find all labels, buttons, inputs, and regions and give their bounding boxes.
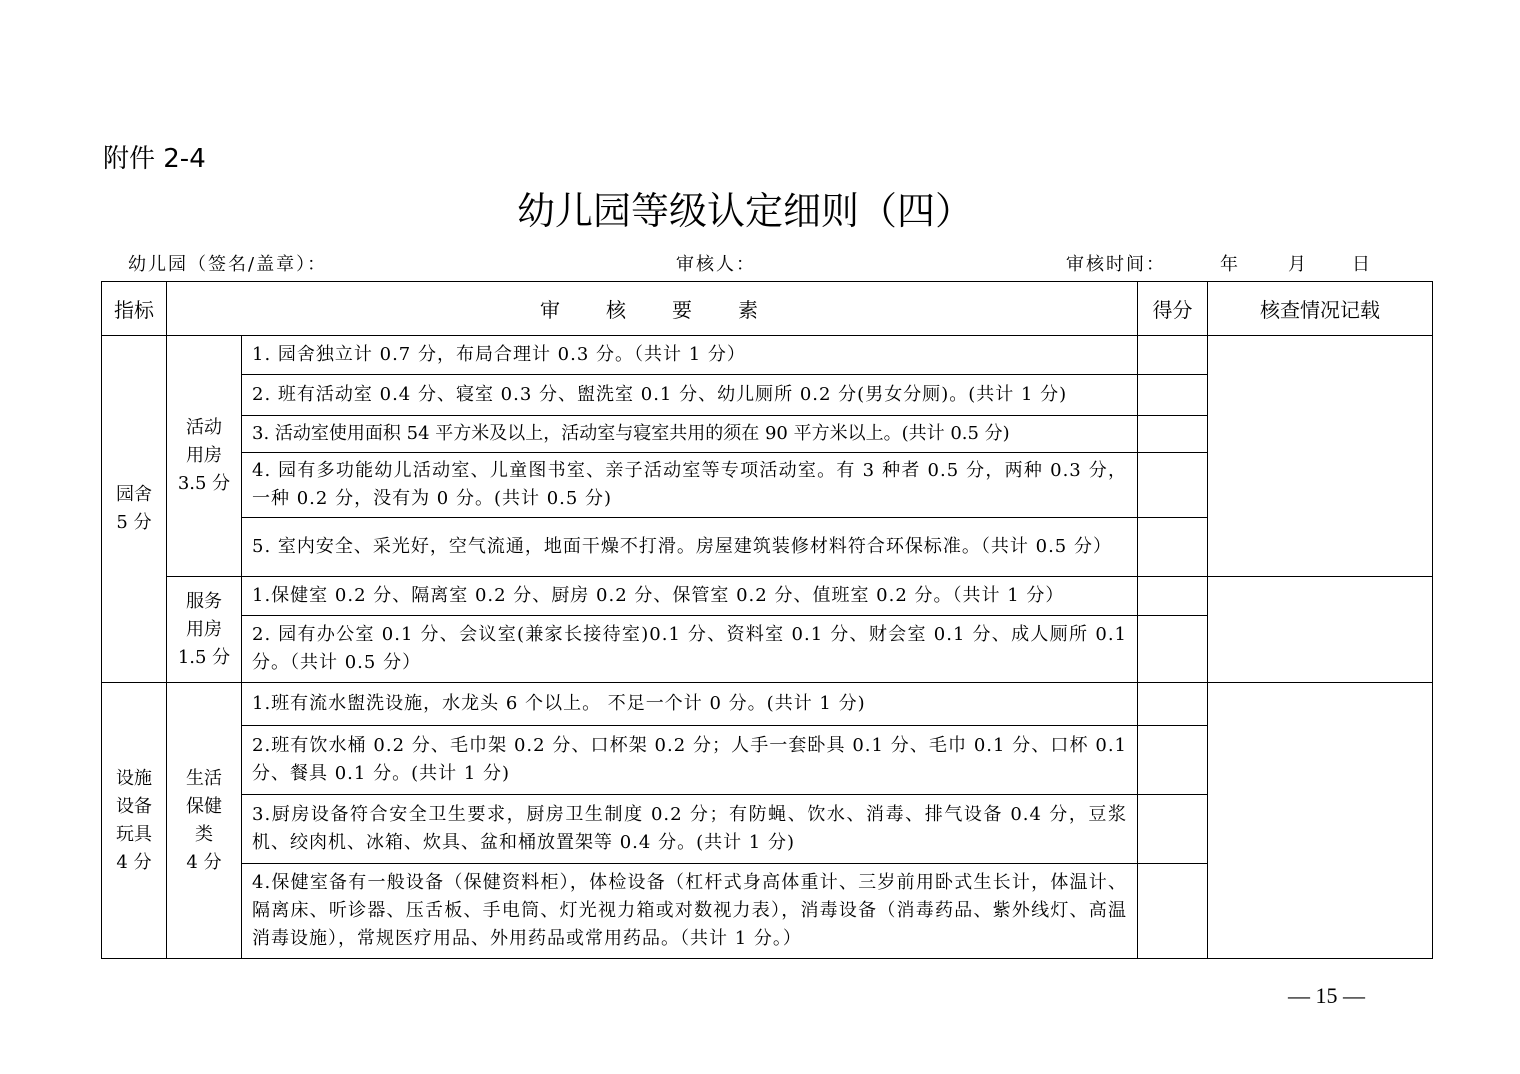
sub-indicator-label: 用房	[186, 445, 222, 466]
kindergarten-signature-label: 幼儿园（签名/盖章）：	[128, 254, 328, 275]
sub-indicator-health-care	[167, 683, 242, 959]
year-label: 年	[1220, 254, 1240, 275]
score-cell[interactable]	[1138, 795, 1208, 864]
criterion-item: 2. 园有办公室 0.1 分、会议室(兼家长接待室)0.1 分、资料室 0.1 分、财会室 0.1 分、成人厕所 0.1 分。（共计 0.5 分）	[242, 616, 1138, 683]
indicator-facilities	[102, 683, 167, 959]
criterion-item: 4. 园有多功能幼儿活动室、儿童图书室、亲子活动室等专项活动室。有 3 种者 0.5 分，两种 0.3 分，一种 0.2 分，没有为 0 分。(共计 0.5 分)	[242, 453, 1138, 518]
attachment-label: 附件 2-4	[103, 144, 206, 174]
indicator-label: 园舍	[116, 484, 152, 505]
indicator-label: 设施	[116, 767, 152, 789]
sub-indicator-label: 服务	[186, 590, 222, 612]
score-cell[interactable]	[1138, 864, 1208, 959]
indicator-points: 4 分	[116, 851, 152, 873]
score-cell[interactable]	[1138, 375, 1208, 416]
indicator-campus	[102, 336, 167, 683]
document-title: 幼儿园等级认定细则（四）	[516, 189, 973, 233]
table-row	[102, 683, 1433, 726]
sub-indicator-label: 类	[195, 823, 213, 845]
criterion-item: 2. 班有活动室 0.4 分、寝室 0.3 分、盥洗室 0.1 分、幼儿厕所 0.2 分(男女分厕)。(共计 1 分)	[242, 375, 1138, 416]
month-label: 月	[1288, 254, 1308, 275]
score-cell[interactable]	[1138, 616, 1208, 683]
table-row	[102, 577, 1433, 616]
sub-indicator-points: 4 分	[186, 851, 222, 873]
criterion-item: 1. 园舍独立计 0.7 分，布局合理计 0.3 分。（共计 1 分）	[242, 336, 1138, 375]
score-cell[interactable]	[1138, 416, 1208, 453]
score-cell[interactable]	[1138, 683, 1208, 726]
indicator-label: 玩具	[116, 823, 152, 845]
criterion-item: 3. 活动室使用面积 54 平方米及以上，活动室与寝室共用的须在 90 平方米以上。(共计 0.5 分)	[242, 416, 1138, 453]
criterion-item: 1.保健室 0.2 分、隔离室 0.2 分、厨房 0.2 分、保管室 0.2 分、值班室 0.2 分。（共计 1 分）	[242, 577, 1138, 616]
criterion-item: 3.厨房设备符合安全卫生要求，厨房卫生制度 0.2 分；有防蝇、饮水、消毒、排气设备 0.4 分，豆浆机、绞肉机、冰箱、炊具、盆和桶放置架等 0.4 分。(共计 1 分)	[242, 795, 1138, 864]
header-indicator: 指标	[102, 282, 167, 336]
sub-indicator-label: 生活	[186, 767, 222, 789]
score-cell[interactable]	[1138, 453, 1208, 518]
indicator-label: 设备	[116, 795, 152, 817]
header-record: 核查情况记载	[1208, 282, 1433, 336]
record-cell[interactable]	[1208, 577, 1433, 683]
score-cell[interactable]	[1138, 577, 1208, 616]
sub-indicator-service-rooms	[167, 577, 242, 683]
header-score: 得分	[1138, 282, 1208, 336]
sub-indicator-label: 活动	[186, 417, 222, 438]
table-row	[102, 336, 1433, 375]
record-cell[interactable]	[1208, 336, 1433, 577]
sub-indicator-activity-rooms	[167, 336, 242, 577]
criterion-item: 4.保健室备有一般设备（保健资料柜），体检设备（杠杆式身高体重计、三岁前用卧式生长计，体温计、隔离床、听诊器、压舌板、手电筒、灯光视力箱或对数视力表），消毒设备（消毒药品、紫外线灯、高温消毒设施），常规医疗用品、外用药品或常用药品。（共计 1 分。）	[242, 864, 1138, 959]
score-cell[interactable]	[1138, 336, 1208, 375]
criteria-table	[101, 281, 1433, 959]
page-number: — 15 —	[1288, 983, 1365, 1008]
score-cell[interactable]	[1138, 518, 1208, 577]
table-header-row	[102, 282, 1433, 336]
review-time	[1066, 250, 1372, 276]
criterion-item: 2.班有饮水桶 0.2 分、毛巾架 0.2 分、口杯架 0.2 分；人手一套卧具 0.1 分、毛巾 0.1 分、口杯 0.1 分、餐具 0.1 分。(共计 1 分)	[242, 726, 1138, 795]
record-cell[interactable]	[1208, 683, 1433, 959]
header-elements: 审核要素	[167, 282, 1138, 336]
sub-indicator-points: 1.5 分	[177, 646, 231, 668]
day-label: 日	[1352, 254, 1372, 275]
criterion-item: 1.班有流水盥洗设施，水龙头 6 个以上。 不足一个计 0 分。(共计 1 分)	[242, 683, 1138, 726]
reviewer-label: 审核人：	[676, 254, 756, 275]
sub-indicator-label: 保健	[186, 795, 222, 817]
sub-indicator-points: 3.5 分	[177, 473, 231, 494]
review-time-label: 审核时间：	[1066, 254, 1166, 275]
sub-indicator-label: 用房	[186, 618, 222, 640]
criterion-item: 5. 室内安全、采光好，空气流通，地面干燥不打滑。房屋建筑装修材料符合环保标准。（共计 0.5 分）	[242, 518, 1138, 577]
indicator-points: 5 分	[116, 512, 152, 533]
score-cell[interactable]	[1138, 726, 1208, 795]
